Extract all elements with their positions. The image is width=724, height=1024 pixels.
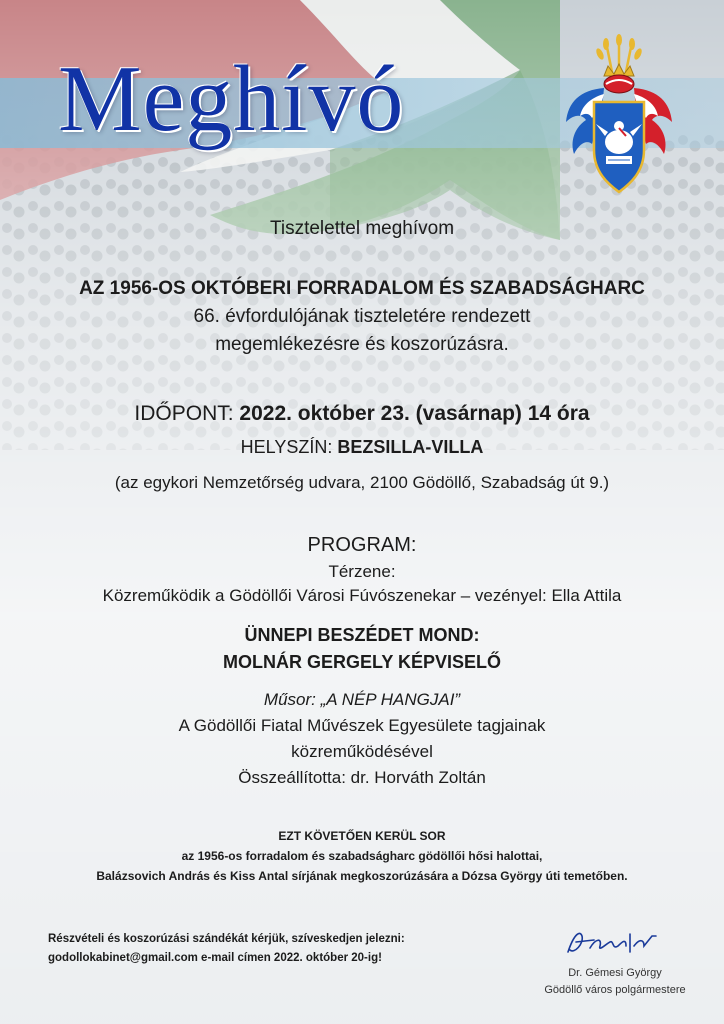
after-line-2: Balázsovich András és Kiss Antal sírjának megkoszorúzására a Dózsa György úti temetőben.	[96, 869, 628, 883]
after-line-1: az 1956-os forradalom és szabadságharc gödöllői hősi halottai,	[181, 849, 543, 863]
footer-line-2: godollokabinet@gmail.com e-mail címen 2022. október 20-ig!	[48, 952, 382, 964]
footer-line-1: Részvételi és koszorúzási szándékát kérjük, szíveskedjen jelezni:	[48, 933, 405, 945]
program-item-1: Térzene:	[328, 562, 396, 581]
time-row	[0, 402, 724, 426]
event-title: AZ 1956-OS OKTÓBERI FORRADALOM ÉS SZABADSÁGHARC	[79, 278, 645, 299]
place-address: (az egykori Nemzetőrség udvara, 2100 Gödöllő, Szabadság út 9.)	[114, 473, 610, 492]
place-value: BEZSILLA-VILLA	[337, 437, 484, 457]
signature-title: Gödöllő város polgármestere	[544, 984, 686, 996]
after-heading: EZT KÖVETŐEN KERÜL SOR	[278, 829, 446, 843]
speech-heading: ÜNNEPI BESZÉDET MOND:	[244, 625, 480, 645]
show-title: Műsor: „A NÉP HANGJAI”	[263, 690, 461, 709]
place-label: HELYSZÍN:	[240, 437, 333, 457]
show-line-1: A Gödöllői Fiatal Művészek Egyesülete tagjainak	[178, 716, 546, 735]
speaker-name: MOLNÁR GERGELY KÉPVISELŐ	[222, 652, 502, 672]
event-line-3: megemlékezésre és koszorúzásra.	[215, 334, 509, 355]
program-heading: PROGRAM:	[307, 534, 417, 556]
show-line-2: közreműködésével	[291, 742, 433, 761]
time-label: IDŐPONT:	[134, 402, 234, 425]
signature-name: Dr. Gémesi György	[568, 967, 662, 979]
time-value: 2022. október 23. (vasárnap) 14 óra	[239, 402, 590, 425]
godollo-coat-of-arms-icon	[560, 32, 678, 202]
page-title: Meghívó	[58, 47, 405, 151]
greeting-text: Tisztelettel meghívom	[269, 218, 455, 239]
place-row	[0, 437, 724, 458]
program-item-1-detail: Közreműködik a Gödöllői Városi Fúvószenekar – vezényel: Ella Attila	[102, 586, 622, 605]
handwritten-signature	[560, 924, 670, 960]
event-line-2: 66. évfordulójának tiszteletére rendezett	[193, 306, 531, 327]
show-line-3: Összeállította: dr. Horváth Zoltán	[238, 768, 486, 787]
